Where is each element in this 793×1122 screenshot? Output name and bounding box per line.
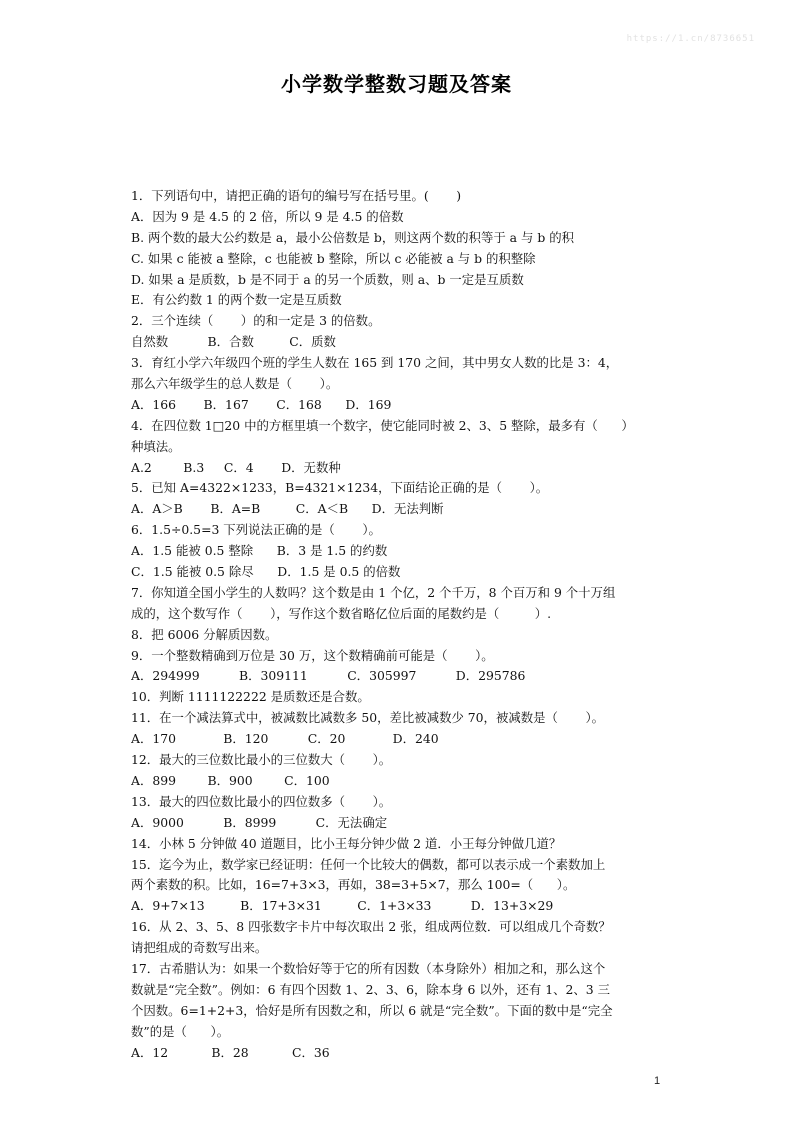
text-line: A．因为 9 是 4.5 的 2 倍，所以 9 是 4.5 的倍数 <box>131 208 404 224</box>
text-line: 6．1.5÷0.5=3 下列说法正确的是（ ）。 <box>131 522 381 538</box>
text-line: 2．三个连续（ ）的和一定是 3 的倍数。 <box>131 313 381 329</box>
text-line: 16．从 2、3、5、8 四张数字卡片中每次取出 2 张，组成两位数．可以组成几个奇数？ <box>131 919 611 935</box>
text-line: 个因数。6=1+2+3，恰好是所有因数之和，所以 6 就是“完全数”。下面的数中是“完全 <box>131 1002 613 1018</box>
text-line: A.2 B.3 C．4 D．无数种 <box>131 459 341 475</box>
text-line: A．9+7×13 B．17+3×31 C．1+3×33 D．13+3×29 <box>131 898 554 914</box>
text-line: 请把组成的奇数写出来。 <box>131 940 268 956</box>
text-line: 成的，这个数写作（ ），写作这个数省略亿位后面的尾数约是（ ）. <box>131 605 552 621</box>
text-line: 数就是“完全数”。例如：6 有四个因数 1、2、3、6，除本身 6 以外，还有 1、2、3 三 <box>131 981 610 997</box>
watermark-text: https://1.cn/8736651 <box>626 34 755 44</box>
page-number: 1 <box>654 1075 661 1087</box>
text-line: A．9000 B．8999 C．无法确定 <box>131 814 388 830</box>
text-line: 数”的是（ ）。 <box>131 1023 230 1039</box>
text-line: 4．在四位数 1□20 中的方框里填一个数字，使它能同时被 2、3、5 整除，最多有（ ） <box>131 417 634 433</box>
text-line: 7．你知道全国小学生的人数吗？这个数是由 1 个亿，2 个千万，8 个百万和 9 个十万组 <box>131 584 616 600</box>
text-line: C. 如果 c 能被 a 整除，c 也能被 b 整除，所以 c 必能被 a 与 b 的积整除 <box>131 250 536 266</box>
text-line: E．有公约数 1 的两个数一定是互质数 <box>131 292 342 308</box>
question-list <box>131 186 671 1063</box>
text-line: 1．下列语句中，请把正确的语句的编号写在括号里。( ) <box>131 188 462 203</box>
text-line: 5．已知 A=4322×1233，B=4321×1234，下面结论正确的是（ ）。 <box>131 480 549 496</box>
text-line: C．1.5 能被 0.5 除尽 D．1.5 是 0.5 的倍数 <box>131 564 401 580</box>
document-title: 小学数学整数习题及答案 <box>281 72 512 96</box>
text-line: A．A＞B B．A=B C．A＜B D．无法判断 <box>131 501 444 517</box>
text-line: A．166 B．167 C．168 D．169 <box>131 396 392 412</box>
text-line: A．12 B．28 C．36 <box>131 1044 330 1060</box>
text-line: A．170 B．120 C．20 D．240 <box>131 731 439 747</box>
text-line: A．1.5 能被 0.5 整除 B．3 是 1.5 的约数 <box>131 543 388 559</box>
text-line: 14．小林 5 分钟做 40 道题目，比小王每分钟少做 2 道．小王每分钟做几道？ <box>131 835 562 851</box>
text-line: A．899 B．900 C．100 <box>131 772 330 788</box>
text-line: 13．最大的四位数比最小的四位数多（ ）。 <box>131 793 392 809</box>
text-line: 12．最大的三位数比最小的三位数大（ ）。 <box>131 752 392 768</box>
text-line: 种填法。 <box>131 438 181 454</box>
text-line: 自然数 B．合数 C．质数 <box>131 334 336 350</box>
text-line: 9．一个整数精确到万位是 30 万，这个数精确前可能是（ ）。 <box>131 647 494 663</box>
text-line: 8．把 6006 分解质因数。 <box>131 626 278 642</box>
text-line: 15．迄今为止，数学家已经证明：任何一个比较大的偶数，都可以表示成一个素数加上 <box>131 856 606 872</box>
text-line: 3．育红小学六年级四个班的学生人数在 165 到 170 之间，其中男女人数的比是 3：4， <box>131 355 619 371</box>
text-line: 两个素数的积。比如，16=7+3×3，再如，38=3+5×7，那么 100=（ ）。 <box>131 877 576 893</box>
text-line: 11．在一个减法算式中，被减数比减数多 50，差比被减数少 70，被减数是（ ）。 <box>131 710 605 726</box>
text-line: 那么六年级学生的总人数是（ ）。 <box>131 376 339 392</box>
text-line: 10．判断 1111122222 是质数还是合数。 <box>131 689 370 705</box>
text-line: 17．古希腊认为：如果一个数恰好等于它的所有因数（本身除外）相加之和，那么这个 <box>131 960 606 976</box>
text-line: B. 两个数的最大公约数是 a，最小公倍数是 b，则这两个数的积等于 a 与 b 的积 <box>131 229 574 245</box>
text-line: A．294999 B．309111 C．305997 D．295786 <box>131 668 526 684</box>
text-line: D. 如果 a 是质数，b 是不同于 a 的另一个质数，则 a、b 一定是互质数 <box>131 271 524 287</box>
